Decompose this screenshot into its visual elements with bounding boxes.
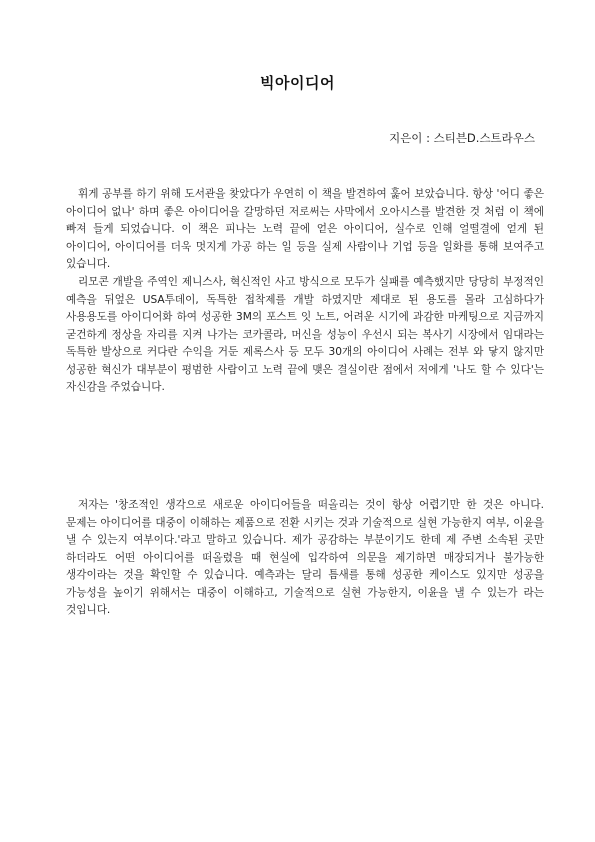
paragraph-3-container bbox=[66, 497, 544, 620]
document-title: 빅아이디어 bbox=[260, 74, 335, 92]
paragraph-1: 휘게 공부를 하기 위해 도서관을 찾았다가 우연히 이 책을 발견하여 훑어 보았습니다. 항상 '어디 좋은 아이디어 없나' 하며 좋은 아이디어을 갈망하던 저로써는 사막에서 오아시스를 발견한 것 처럼 이 책에 빠져 들게 되었습니다. 이 책은 피나는 노력 끝에 얻은 아이디어, 실수로 인해 얼떨결에 얻게 된 아이디어, 아이디어를 더욱 멋지게 가공 하는 일 등을 실제 사람이나 기업 등을 일화를 통해 보여주고 있습니다. bbox=[66, 188, 544, 270]
paragraph-2: 리모콘 개발을 주역인 제니스사, 혁신적인 사고 방식으로 모두가 실패를 예측했지만 당당히 부정적인 예측을 뒤엎은 USA투데이, 독특한 접착제를 개발 하였지만 제대로 된 용도를 몰라 고심하다가 사용용도를 아이디어화 하여 성공한 3M의 포스트 잇 노트, 어려운 시기에 과감한 마케팅으로 지금까지 굳건하게 정상을 자리를 지켜 나가는 코카콜라, 머신을 성능이 우선시 되는 복사기 시장에서 임대라는 독특한 발상으로 커다란 수익을 거둔 제록스사 등 모두 30개의 아이디어 사례는 전부 와 닿지 않지만 성공한 혁신가 대부분이 평범한 사람이고 노력 끝에 맺은 결실이란 점에서 저에게 '나도 할 수 있다'는 자신감을 주었습니다. bbox=[66, 276, 544, 393]
paragraph-2-container bbox=[66, 274, 544, 397]
paragraph-3: 저자는 '창조적인 생각으로 새로운 아이디어들을 떠올리는 것이 항상 어렵기만 한 것은 아니다. 문제는 아이디어를 대중이 이해하는 제품으로 전환 시키는 것과 기술적으로 실현 가능한지 여부, 이윤을 낼 수 있는지 여부이다.'라고 말하고 있습니다. 제가 공감하는 부분이기도 한데 제 주변 소속된 곳만 하더라도 어떤 아이디어를 떠올렸을 때 현실에 입각하여 의문을 제기하면 매장되거나 불가능한 생각이라는 것을 확인할 수 있습니다. 예측과는 달리 틈새를 통해 성공한 케이스도 있지만 성공을 가능성을 높이기 위해서는 대중이 이해하고, 기술적으로 실현 가능한지, 이윤을 낼 수 있는가 라는 것입니다. bbox=[66, 499, 544, 616]
document-author: 지은이 : 스티븐D.스트라우스 bbox=[389, 131, 535, 145]
paragraph-1-container bbox=[66, 186, 544, 274]
